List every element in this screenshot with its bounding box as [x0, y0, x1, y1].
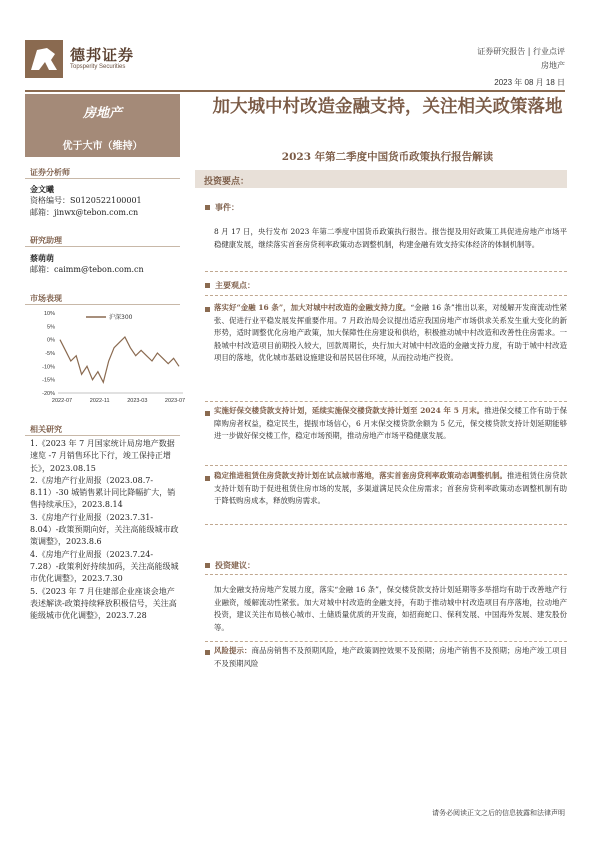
event-text: 8 月 17 日，央行发布 2023 年第二季度中国货币政策执行报告。报告提及用好政策工具促进房地产市场平稳健康发展，继续落实首套房贷利率政策动态调整机制，构建金融有效支持实体经济的体制机制等。: [214, 227, 567, 249]
y-tick-label: -15%: [42, 377, 55, 384]
assistant-email[interactable]: 邮箱：caimm@tebon.com.cn: [30, 265, 144, 274]
key-points-title: 投资要点：: [204, 177, 250, 187]
analyst-cert: 资格编号：S0120522100001: [30, 196, 142, 205]
legend-label: 沪深300: [109, 314, 133, 321]
y-tick-label: -10%: [42, 364, 55, 371]
header-industry: 房地产: [541, 61, 565, 70]
rating-label: 优于大市（维持）: [62, 141, 143, 152]
advice-text: 加大金融支持房地产发展力度，落实“金融 16 条”，保交楼贷款支持计划延期等多举措均有助于改善地产行业融资，缓解流动性紧张。加大对城中村改造的金融支持，有助于推动城中村改造项目有序落地，拉动地产投资，建议关注布局核心城市、土储质量优质的开发商，如招商蛇口、保利发展、中国海外发展、建发股份等。: [214, 585, 567, 632]
market-chart: [28, 305, 188, 415]
report-title: 加大城中村改造金融支持，关注相关政策落地: [212, 97, 563, 117]
view-3-text: 推进租赁住房贷款支持计划有助于促进租赁住房市场的发展，多渠道满足民众住房需求；首套房贷利率政策动态调整机制有助于降低购房成本，释放购房需求。: [214, 471, 567, 506]
views-label: 主要观点：: [215, 280, 255, 290]
divider: [205, 524, 567, 525]
related-report-item[interactable]: 4.《房地产行业周报（2023.7.24-7.28）-政策利好持续加码，关注高能级城市优化调整》，2023.7.30: [30, 549, 179, 584]
sidebar-industry: 房地产: [82, 106, 122, 121]
related-report-item[interactable]: 3.《房地产行业周报（2023.7.31-8.04）-政策预期向好，关注高能级城市政策调整》，2023.8.6: [30, 512, 179, 547]
report-date: 2023 年 08 月 18 日: [494, 78, 565, 87]
x-tick-label: 2022-11: [89, 398, 110, 404]
analyst-name: 金文曦: [30, 184, 54, 194]
report-type: 证券研究报告 | 行业点评: [477, 47, 565, 56]
view-paragraph-2: [214, 405, 567, 443]
bullet-icon: [205, 411, 210, 416]
view-paragraph-3: [214, 470, 567, 508]
series-line: [60, 337, 179, 382]
related-report-item[interactable]: 1.《2023 年 7 月国家统计局房地产数据速览 -7 月销售环比下行，竣工保持正增长》，2023.08.15: [30, 439, 175, 473]
related-section-title: 相关研究: [30, 424, 62, 434]
assistant-name: 蔡萌萌: [30, 253, 54, 263]
event-label: 事件：: [215, 202, 239, 212]
risk-label: 风险提示：: [214, 646, 252, 655]
y-tick-label: -5%: [45, 351, 55, 357]
bullet-icon: [205, 563, 210, 568]
logo-icon: [25, 40, 63, 78]
assistant-section-title: 研究助理: [30, 235, 62, 245]
y-tick-label: 0%: [47, 337, 55, 344]
x-tick-label: 2023-03: [127, 398, 148, 404]
divider: [205, 401, 567, 402]
divider: [205, 641, 567, 642]
footer-disclaimer: 请务必阅读正文之后的信息披露和法律声明: [432, 809, 565, 817]
view-3-heading: 稳定推进租赁住房贷款支持计划在试点城市落地，落实首套房贷利率政策动态调整机制。: [214, 471, 507, 480]
divider: [25, 435, 180, 436]
view-2-text: 推进保交楼工作有助于保障购房者权益，稳定民生，提振市场信心，6 月末保交楼贷款余额为 5 亿元，保交楼贷款支持计划延期能够进一步做好保交楼工作，稳定市场预期，推动房地产市场平稳健康发展。: [214, 406, 567, 441]
y-tick-label: -20%: [42, 391, 55, 397]
y-tick-label: 5%: [47, 324, 55, 331]
analyst-email[interactable]: 邮箱：jinwx@tebon.com.cn: [30, 208, 139, 217]
divider: [25, 178, 180, 179]
market-section-title: 市场表现: [30, 293, 62, 303]
bullet-icon: [205, 307, 210, 312]
divider: [25, 246, 180, 247]
view-2-heading: 实施好保交楼贷款支持计划，延续实施保交楼贷款支持计划至 2024 年 5 月末。: [214, 406, 485, 415]
x-tick-label: 2023-07: [164, 398, 186, 404]
divider: [205, 271, 567, 272]
divider: [205, 295, 567, 296]
divider: [205, 574, 567, 575]
related-report-item[interactable]: 5.《2023 年 7 月住建部企业座谈会地产表述解读-政策持续释放积极信号，关注高能级城市优化调整》，2023.7.28: [30, 586, 177, 621]
key-points-bar: [195, 170, 567, 188]
view-1-heading: 落实好“金融 16 条”，加大对城中村改造的金融支持力度。: [214, 303, 411, 312]
x-tick-label: 2022-07: [51, 398, 73, 404]
bullet-icon: [205, 283, 210, 288]
y-tick-label: 10%: [43, 311, 55, 317]
risk-paragraph: [214, 645, 567, 670]
bullet-icon: [205, 205, 210, 210]
advice-label: 投资建议：: [215, 560, 255, 570]
brand-name-en: Topsperity Securities: [70, 64, 126, 70]
report-subtitle: 2023 年第二季度中国货币政策执行报告解读: [281, 151, 494, 163]
related-report-item[interactable]: 2.《房地产行业周报（2023.08.7-8.11）-30 城销售累计同比降幅扩大，销售持续承压》，2023.8.14: [30, 475, 176, 510]
analyst-section-title: 证券分析师: [30, 167, 70, 177]
view-1-text: “金融 16 条”推出以来，对缓解开发商流动性紧张、促进行业平稳发展发挥重要作用。7 月政治局会议提出适应我国房地产市场供求关系发生重大变化的新形势，适时调整优化房地产政策，加大保障性住房建设和供给，积极推动城中村改造和改善性住房需求。一般城中村改造项目前期投入较大，回款周期长，央行加大对城中村改造的金融支持力度，有助于城中村改造项目的落地，优化城市基础设施建设和居民居住环境，从而拉动地产投资。: [214, 303, 567, 363]
bullet-icon: [205, 476, 210, 481]
market-chart-svg: [28, 305, 188, 415]
related-report-list: [30, 438, 180, 622]
divider: [205, 465, 567, 466]
header-divider: [25, 90, 565, 92]
bullet-icon: [205, 650, 210, 655]
view-paragraph-1: [214, 302, 567, 365]
risk-text: 商品房销售不及预期风险，地产政策调控效果不及预期；房地产销售不及预期；房地产竣工项目不及预期风险: [214, 646, 567, 668]
brand-name: 德邦证券: [70, 46, 135, 64]
